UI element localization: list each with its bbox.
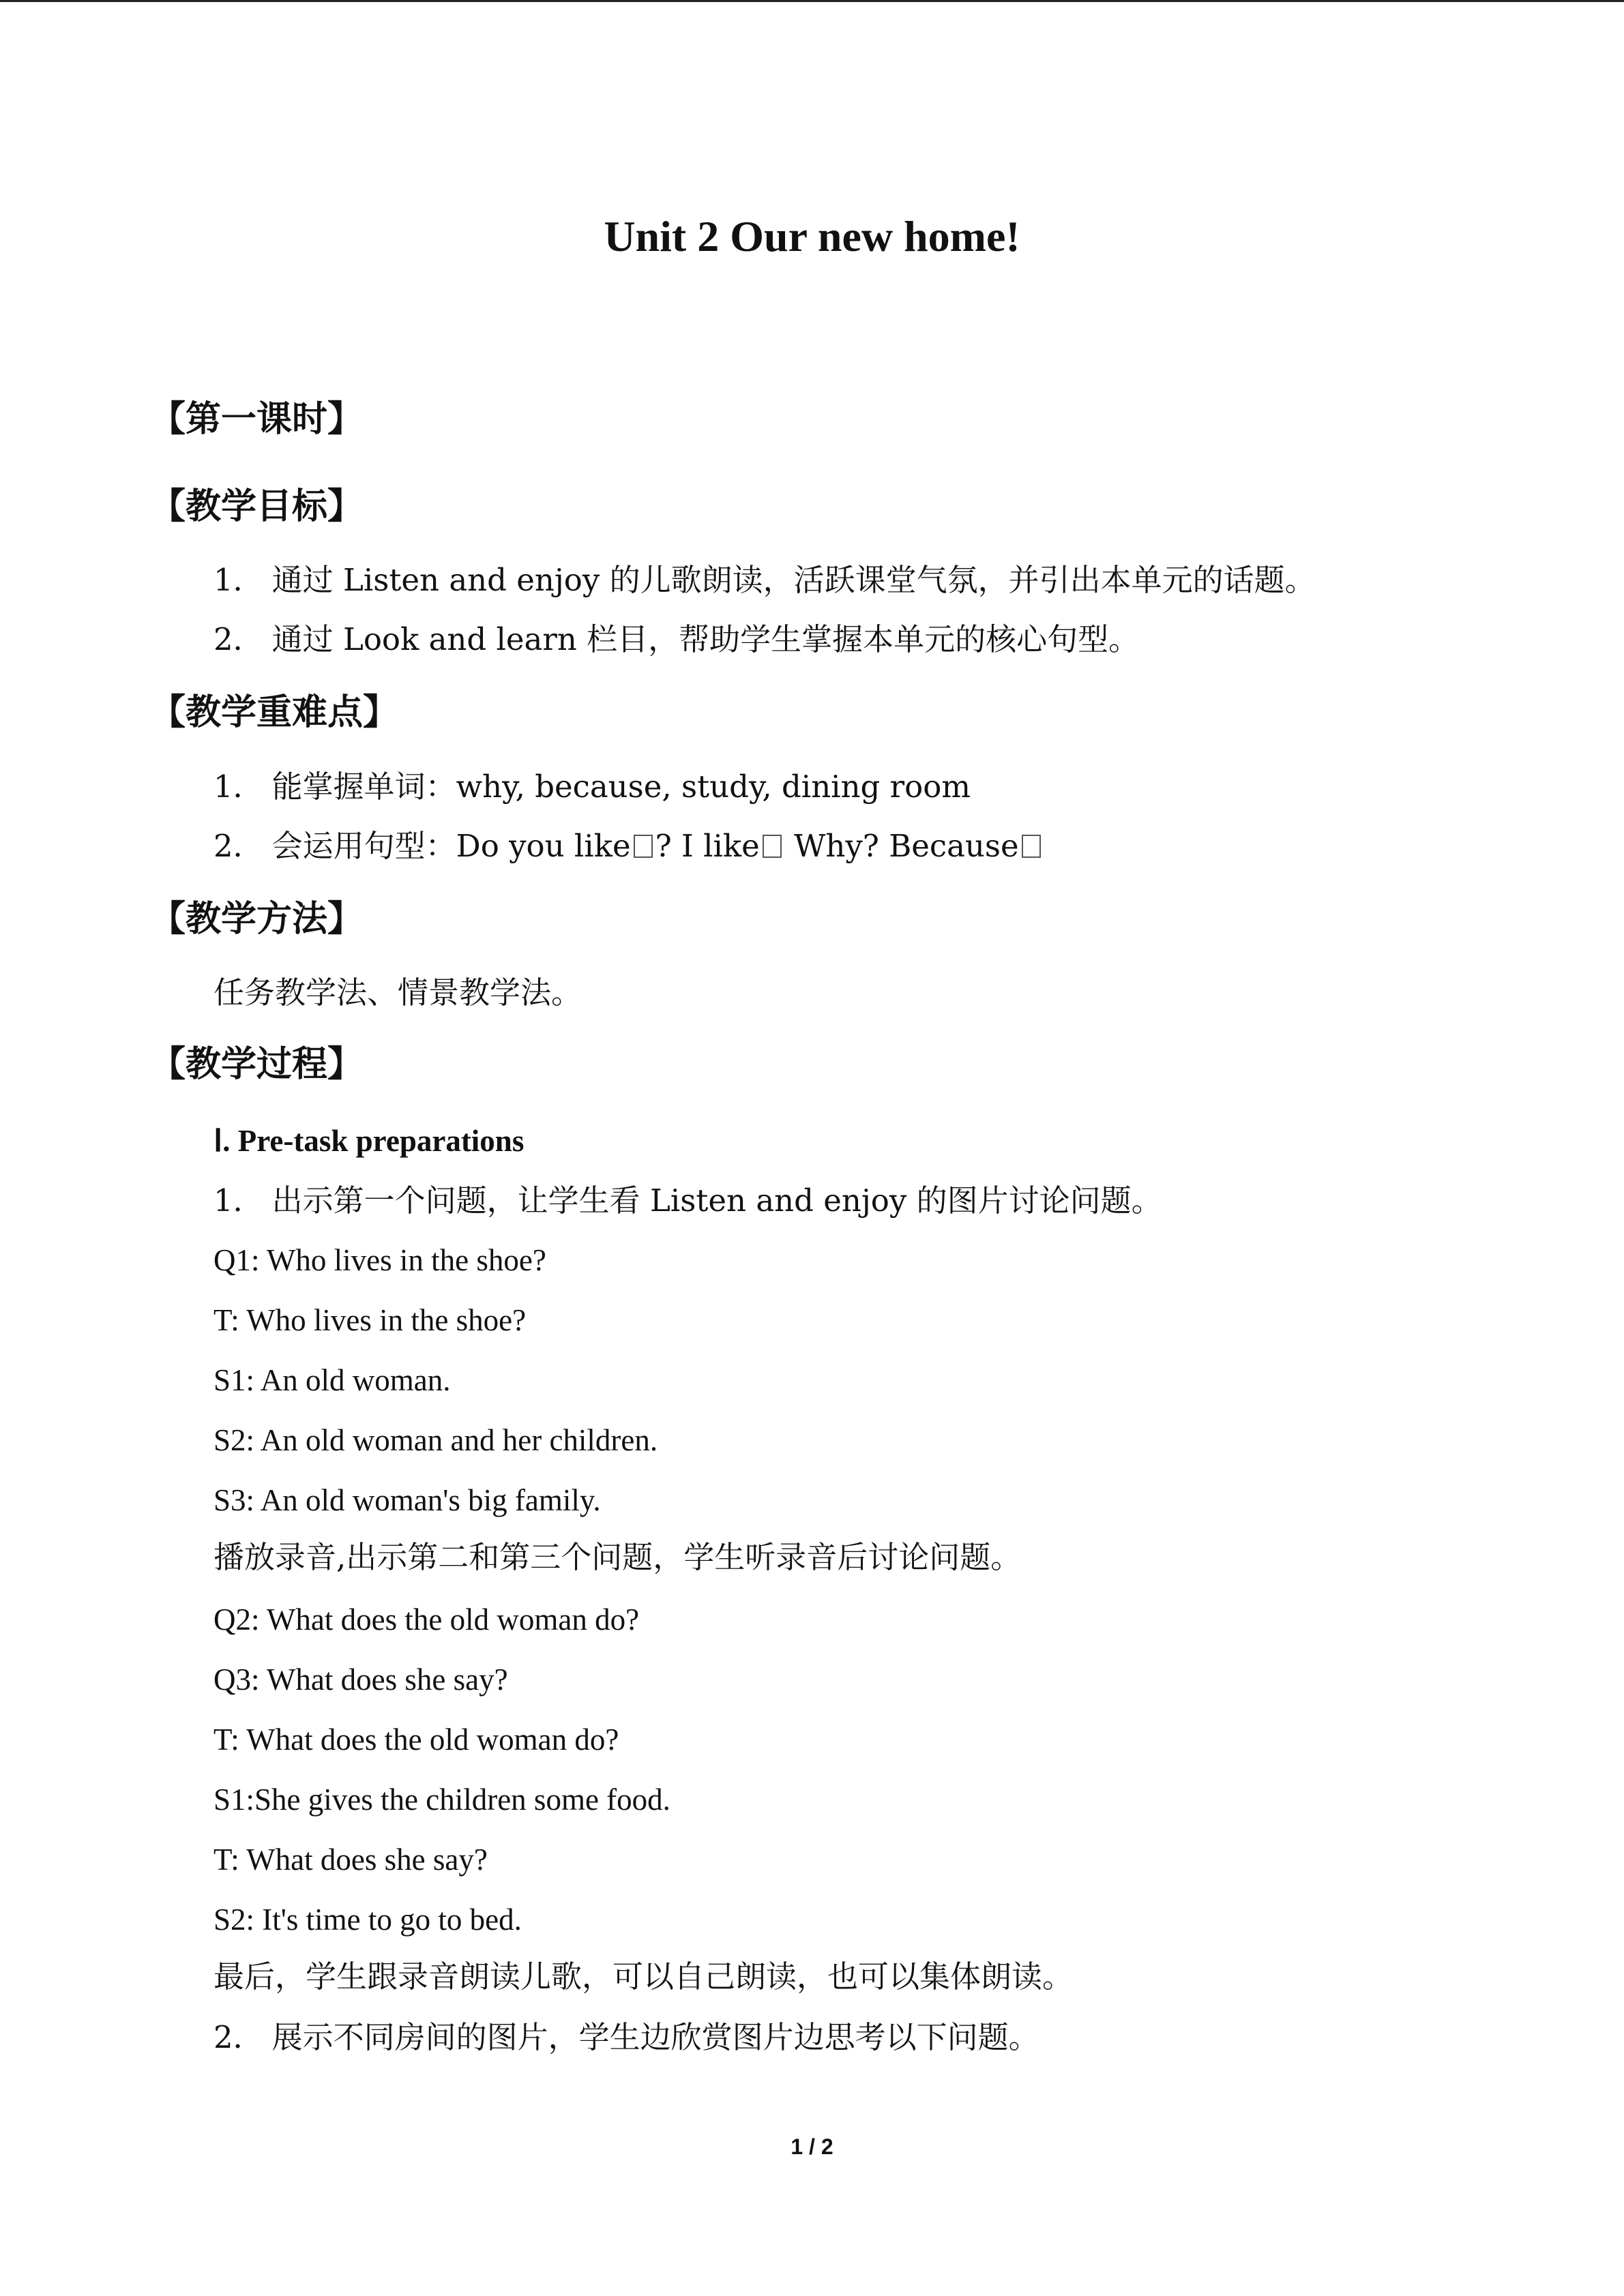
dialogue-line: Q2: What does the old woman do? [213,1602,640,1637]
blank-box [1022,835,1041,858]
dialogue-line: Q3: What does she say? [213,1663,508,1697]
top-border [0,0,1624,2]
dialogue-line: S1: An old woman. [213,1363,451,1397]
dialogue-line: T: What does she say? [213,1843,488,1877]
section-goals-heading: 【教学目标】 [150,486,364,527]
dialogue-line: S2: It's time to go to bed. [213,1903,522,1937]
blank-box [634,835,653,858]
dialogue-line: S1:She gives the children some food. [213,1783,670,1817]
keypoint-2: 2． 会运用句型：Do you like ? I like Why? Because [213,829,1044,864]
keypoint-1: 1． 能掌握单词：why, because, study, dining room [213,769,971,805]
blank-box [763,835,782,858]
section-keypoints-heading: 【教学重难点】 [150,692,399,733]
section-lesson-heading: 【第一课时】 [150,399,364,440]
section-methods-heading: 【教学方法】 [150,899,364,940]
play-recording-text: 播放录音,出示第二和第三个问题，学生听录音后讨论问题。 [213,1539,1022,1575]
dialogue-line: S2: An old woman and her children. [213,1423,658,1457]
dialogue-line: Q1: Who lives in the shoe? [213,1243,546,1277]
goal-1: 1． 通过 Listen and enjoy 的儿歌朗读，活跃课堂气氛，并引出本单元的话题。 [213,562,1316,598]
dialogue-line: S3: An old woman's big family. [213,1483,601,1517]
dialogue-line: T: What does the old woman do? [213,1723,619,1757]
finally-text: 最后，学生跟录音朗读儿歌，可以自己朗读，也可以集体朗读。 [213,1958,1074,1995]
step-2: 2． 展示不同房间的图片，学生边欣赏图片边思考以下问题。 [213,2019,1039,2055]
dialogue-line: T: Who lives in the shoe? [213,1303,527,1337]
page-number: 1 / 2 [791,2134,833,2159]
section-process-heading: 【教学过程】 [150,1044,364,1085]
methods-text: 任务教学法、情景教学法。 [213,974,582,1011]
step-1: 1． 出示第一个问题，让学生看 Listen and enjoy 的图片讨论问题。 [213,1182,1162,1219]
stage-1-heading: Ⅰ. Pre-task preparations [213,1124,525,1158]
document-title: Unit 2 Our new home! [604,212,1020,260]
goal-2: 2． 通过 Look and learn 栏目，帮助学生掌握本单元的核心句型。 [213,621,1140,657]
